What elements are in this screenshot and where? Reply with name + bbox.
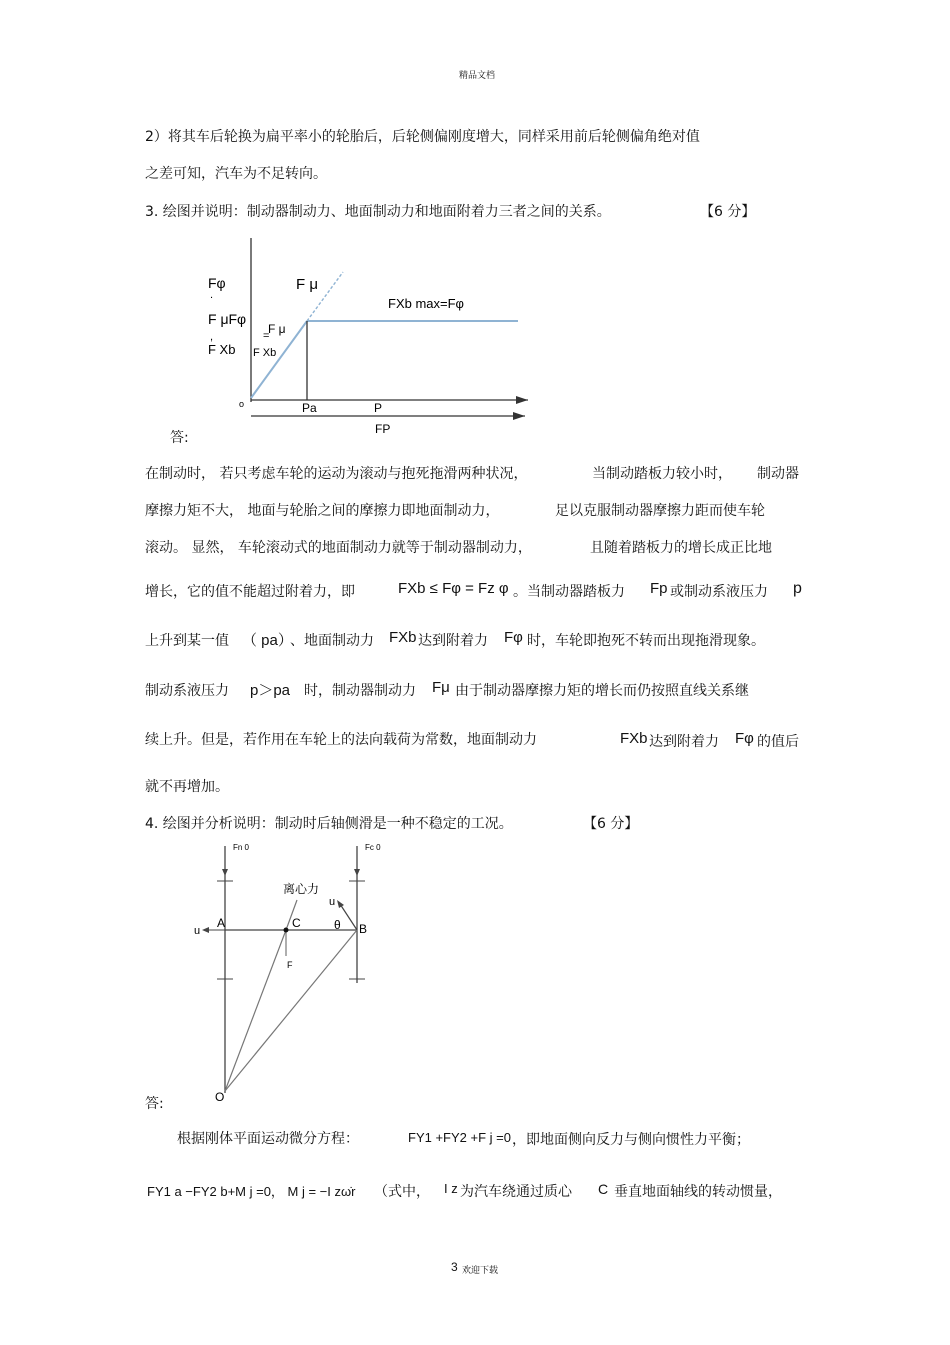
brake-force-diagram — [200, 230, 540, 445]
y-label-fphi: Fφ — [208, 275, 226, 291]
q4-answer-label: 答: — [145, 1096, 164, 1112]
answer-text: 由于制动器摩擦力矩的增长而仍按照直线关系继 — [455, 683, 749, 699]
equation-moment-balance: FY1 a −FY2 b+M j =0， M j = −I zω̇r — [147, 1184, 356, 1199]
answer-text: 的值后 — [757, 734, 799, 750]
formula-pa: （ pa） — [242, 632, 293, 649]
q4-score: 【6 分】 — [583, 816, 639, 832]
answer-text: 制动器 — [757, 466, 799, 482]
page-number: 3 — [451, 1260, 458, 1274]
label-theta: θ — [334, 918, 341, 932]
rear-axle-skid-diagram — [185, 838, 400, 1103]
label-f: F — [287, 960, 293, 970]
paragraph-line: 2）将其车后轮换为扁平率小的轮胎后，后轮侧偏刚度增大，同样采用前后轮侧偏角绝对值 — [145, 129, 700, 145]
formula-fphi: Fφ — [735, 730, 754, 747]
equation-intro: 根据刚体平面运动微分方程： — [177, 1131, 359, 1147]
formula-fphi: Fφ — [504, 629, 523, 646]
formula-fxb: FXb — [620, 730, 648, 747]
answer-text: 达到附着力 — [649, 734, 719, 750]
answer-text: 。当制动器踏板力 — [513, 584, 625, 600]
answer-text: 或制动系液压力 — [670, 584, 768, 600]
plateau-label: FXb max=Fφ — [388, 296, 464, 311]
answer-text: 制动系液压力 — [145, 683, 229, 699]
equals-sign: = — [263, 330, 270, 342]
line-label-fmu-2: F μ — [268, 322, 286, 336]
paragraph-line: 之差可知，汽车为不足转向。 — [145, 166, 327, 182]
formula-p: p — [793, 580, 802, 597]
answer-text: 且随着踏板力的增长成正比地 — [590, 540, 772, 556]
answer-text: ，即地面侧向反力与侧向惯性力平衡； — [512, 1132, 750, 1148]
label-u-left: u — [194, 925, 201, 937]
line-label-fmu: F μ — [296, 276, 318, 293]
answer-text: 上升到某一值 — [145, 633, 229, 649]
answer-text: 为汽车绕通过质心 — [460, 1184, 572, 1200]
formula-fp: Fp — [650, 580, 668, 597]
q3-answer-label: 答: — [170, 430, 189, 446]
answer-text: 足以克服制动器摩擦力距而使车轮 — [555, 503, 765, 519]
formula-fmu: Fμ — [432, 679, 450, 696]
answer-text: 在制动时， 若只考虑车轮的运动为滚动与抱死拖滑两种状况， — [145, 466, 528, 482]
answer-text: 就不再增加。 — [145, 779, 229, 795]
answer-text: 滚动。 显然， 车轮滚动式的地面制动力就等于制动器制动力， — [145, 540, 532, 556]
label-point-o: O — [215, 1090, 225, 1103]
answer-text: 达到附着力 — [418, 633, 488, 649]
y-label-fmu-fphi: F μFφ — [208, 311, 247, 327]
answer-text: 摩擦力矩不大， 地面与轮胎之间的摩擦力即地面制动力， — [145, 503, 500, 519]
answer-text: 续上升。但是，若作用在车轮上的法向载荷为常数，地面制动力 — [145, 732, 537, 748]
line-label-fxb: F Xb — [253, 347, 277, 359]
label-point-a: A — [217, 916, 226, 930]
q3-title: 3. 绘图并说明：制动器制动力、地面制动力和地面附着力三者之间的关系。 — [145, 204, 611, 220]
formula-fxb: FXb — [389, 629, 417, 646]
q4-title: 4. 绘图并分析说明：制动时后轴侧滑是一种不稳定的工况。 — [145, 816, 513, 832]
formula-condition: p＞pa — [250, 682, 291, 699]
answer-text: 时，制动器制动力 — [304, 683, 416, 699]
inequality-formula: FXb ≤ Fφ = Fz φ — [398, 580, 509, 597]
answer-text: 时，车轮即抱死不转而出现拖滑现象。 — [527, 633, 765, 649]
answer-text: 垂直地面轴线的转动惯量， — [614, 1184, 782, 1200]
formula-c: C — [598, 1181, 609, 1197]
origin-label: o — [239, 399, 245, 409]
y-label-dot: . — [210, 289, 214, 301]
page-header: 精品文档 — [459, 71, 496, 81]
y-label-fxb: F Xb — [208, 342, 236, 357]
x-label-pa: Pa — [302, 401, 317, 415]
label-fn: Fn 0 — [233, 843, 250, 852]
label-point-c: C — [292, 916, 301, 930]
label-point-b: B — [359, 922, 368, 936]
label-fc: Fc 0 — [365, 843, 381, 852]
label-u-right: u — [329, 896, 336, 908]
label-centrifugal: 离心力 — [283, 882, 320, 896]
x-label-fp: FP — [375, 422, 391, 436]
answer-text: 当制动踏板力较小时， — [592, 466, 732, 482]
y-label-comma: , — [210, 331, 214, 343]
answer-text: （式中， — [374, 1184, 430, 1200]
answer-text: 、地面制动力 — [290, 633, 374, 649]
answer-text: 增长，它的值不能超过附着力，即 — [145, 584, 355, 600]
footer-text: 欢迎下载 — [462, 1266, 499, 1276]
q3-score: 【6 分】 — [700, 204, 756, 220]
equation-force-balance: FY1 +FY2 +F j =0 — [408, 1130, 511, 1145]
formula-iz: I z — [444, 1181, 458, 1196]
x-label-p: P — [374, 401, 383, 415]
